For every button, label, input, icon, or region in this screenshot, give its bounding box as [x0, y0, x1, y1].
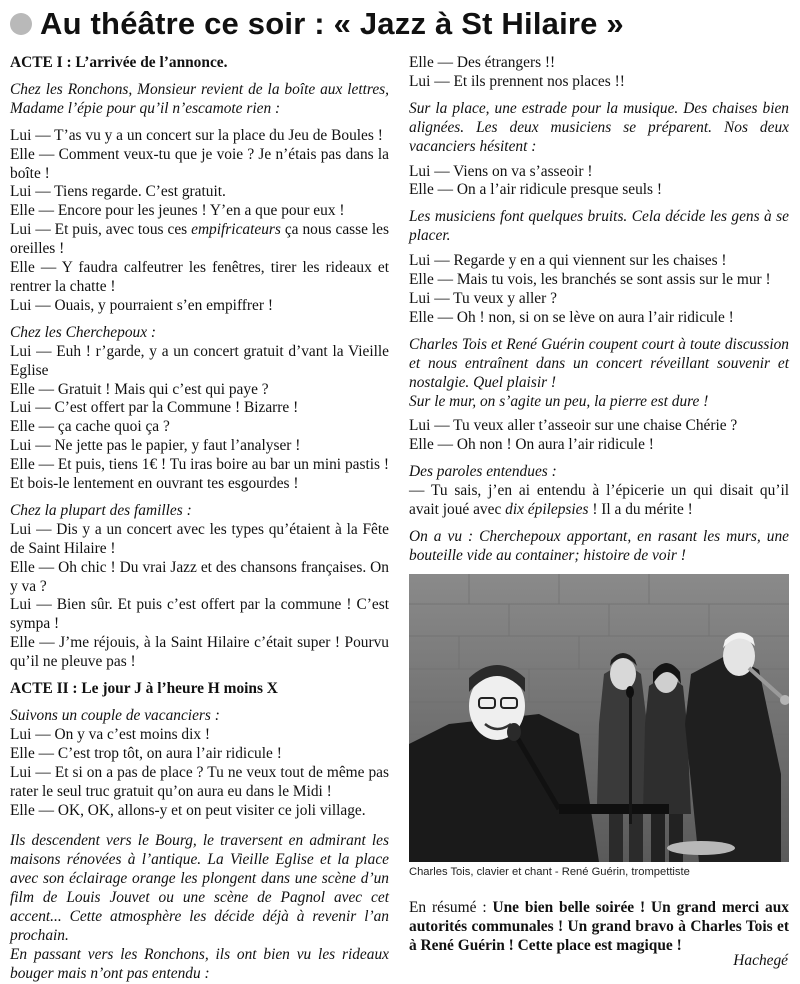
stage-direction: Chez les Ronchons, Monsieur revient de la boîte aux lettres, Madame l’épie pour qu’il n’escamote rien : — [10, 80, 389, 117]
stage-direction: Charles Tois et René Guérin coupent court à toute discussion et nous entraînent dans un concert réveillant souvenir et nostalgie. Quel plaisir ! — [409, 335, 789, 391]
article-title: Au théâtre ce soir : « Jazz à St Hilaire » — [40, 6, 624, 41]
dialogue-block — [409, 417, 789, 455]
dialogue-block — [409, 252, 789, 328]
stage-direction: En passant vers les Ronchons, ils ont bien vu les rideaux bouger mais n’ont pas entendu : — [10, 945, 389, 982]
stage-direction: Chez les Cherchepoux : — [10, 323, 157, 341]
dialogue-line: Lui — Tu veux y aller ? — [409, 289, 557, 307]
dialogue-line: Lui — Euh ! r’garde, y a un concert gratuit d’vant la Vieille Eglise — [10, 342, 389, 379]
dialogue-line: Elle — Oh ! non, si on se lève on aura l’air ridicule ! — [409, 308, 734, 326]
right-column — [409, 54, 789, 955]
dialogue-line: Lui — Et ils prennent nos places !! — [409, 72, 625, 90]
dialogue-line: Elle — J’me réjouis, à la Saint Hilaire c’était super ! Pourvu qu’il ne pleuve pas ! — [10, 634, 389, 671]
stage-direction: Des paroles entendues : — [409, 463, 557, 481]
author-signature: Hachegé — [733, 952, 788, 969]
dialogue-line: Elle — OK, OK, allons-y et on peut visiter ce joli village. — [10, 801, 366, 819]
dialogue-line: Lui — Viens on va s’asseoir ! — [409, 162, 593, 180]
dialogue-line: Lui — Ne jette pas le papier, y faut l’analyser ! — [10, 437, 301, 455]
dialogue-line: Elle — Encore pour les jeunes ! Y’en a que pour eux ! — [10, 202, 345, 220]
overheard-quote — [409, 482, 789, 520]
dialogue-line: Elle — On a l’air ridicule presque seuls ! — [409, 181, 663, 199]
dialogue-line: Elle — Gratuit ! Mais qui c’est qui paye ? — [10, 380, 269, 398]
stage-direction: Suivons un couple de vacanciers : — [10, 707, 220, 724]
dialogue-line: Lui — Bien sûr. Et puis c’est offert par la commune ! C’est sympa ! — [10, 596, 389, 633]
stage-direction: Les musiciens font quelques bruits. Cela décide les gens à se placer. — [409, 208, 789, 245]
title-row — [10, 5, 624, 43]
dialogue-text: Lui — Et puis, avec tous ces — [10, 221, 192, 239]
dialogue-line: Lui — Dis y a un concert avec les types qu’étaient à la Fête de Saint Hilaire ! — [10, 520, 389, 557]
stage-direction: Ils descendent vers le Bourg, le traversent en admirant les maisons rénovées à l’antique. La Vieille Eglise et la place avec son éclairage orange les plongent dans une scène d’un film de Louis Jouvet ou une scène de Pagnol avec cet accent... Cette atmosphère les décide déjà à revenir l’an prochain. — [10, 832, 389, 944]
act-two-heading: ACTE II : Le jour J à l’heure H moins X — [10, 680, 278, 698]
bullet-icon — [10, 13, 32, 35]
act-one-heading: ACTE I : L’arrivée de l’annonce. — [10, 54, 228, 71]
dialogue-line: Lui — Ouais, y pourraient s’en empiffrer ! — [10, 296, 273, 314]
dialogue-block — [409, 163, 789, 201]
dialogue-block — [10, 127, 389, 316]
dialogue-line: Lui — Et si on a pas de place ? Tu ne veux tout de même pas rater le seul truc gratuit qu’on aura eu dans le Midi ! — [10, 763, 389, 800]
dialogue-block — [409, 54, 789, 92]
dialogue-line: Elle — Des étrangers !! — [409, 54, 556, 71]
dialogue-line: Elle — Y faudra calfeutrer les fenêtres, tirer les rideaux et rentrer la chatte ! — [10, 259, 389, 295]
quote-text: ! Il a du mérite ! — [588, 501, 693, 519]
dialogue-line: Elle — C’est trop tôt, on aura l’air ridicule ! — [10, 744, 282, 762]
dialogue-line: Lui — On y va c’est moins dix ! — [10, 725, 211, 743]
dialogue-line: Lui — Tu veux aller t’asseoir sur une chaise Chérie ? — [409, 417, 738, 435]
dialogue-line: Elle — Et puis, tiens 1€ ! Tu iras boire au bar un mini pastis ! Et bois-le lentement en ouvrant tes esgourdes ! — [10, 456, 389, 493]
dialogue-line: Lui — Tiens regarde. C’est gratuit. — [10, 183, 226, 201]
quote-italic: dix épilepsies — [505, 501, 589, 519]
photo-caption: Charles Tois, clavier et chant - René Guérin, trompettiste — [409, 865, 690, 878]
dialogue-block — [10, 521, 389, 672]
dialogue-block — [10, 726, 389, 821]
stage-direction: Sur le mur, on s’agite un peu, la pierre est dure ! — [409, 392, 709, 410]
dialogue-line: Elle — ça cache quoi ça ? — [10, 418, 170, 436]
dialogue-italic: empifricateurs — [191, 221, 281, 239]
dialogue-line: Elle — Mais tu vois, les branchés se sont assis sur le mur ! — [409, 271, 771, 289]
dialogue-line: Lui — T’as vu y a un concert sur la place du Jeu de Boules ! — [10, 126, 383, 144]
left-column — [10, 54, 389, 984]
concert-photo — [409, 574, 789, 862]
dialogue-line: Lui — C’est offert par la Commune ! Bizarre ! — [10, 399, 299, 417]
dialogue-line: Elle — Comment veux-tu que je voie ? Je n’étais pas dans la boîte ! — [10, 145, 389, 182]
quote-text: — Tu sais, j’en ai entendu à l’épicerie un qui disait qu’il avait joué avec — [409, 482, 789, 519]
stage-direction: Sur la place, une estrade pour la musique. Des chaises bien alignées. Les deux musiciens se préparent. Nos deux vacanciers hésitent : — [409, 99, 789, 155]
summary-bold: Une bien belle soirée ! Un grand merci aux autorités communales ! Un grand bravo à Charles Tois et à René Guérin ! Cette place est magique ! — [409, 898, 789, 954]
dialogue-line — [10, 221, 389, 259]
summary-lead: En résumé : — [409, 898, 493, 916]
dialogue-line: Elle — Oh non ! On aura l’air ridicule ! — [409, 436, 654, 454]
dialogue-block — [10, 343, 389, 494]
stage-direction: On a vu : Cherchepoux apportant, en rasant les murs, une bouteille vide au container; histoire de voir ! — [409, 527, 789, 564]
dialogue-text: ça nous casse les oreilles ! — [10, 221, 390, 258]
summary-paragraph — [409, 899, 789, 956]
dialogue-line: Lui — Regarde y en a qui viennent sur les chaises ! — [409, 252, 727, 270]
dialogue-line: Elle — Oh chic ! Du vrai Jazz et des chansons françaises. On y va ? — [10, 558, 389, 595]
stage-direction: Chez la plupart des familles : — [10, 501, 192, 519]
